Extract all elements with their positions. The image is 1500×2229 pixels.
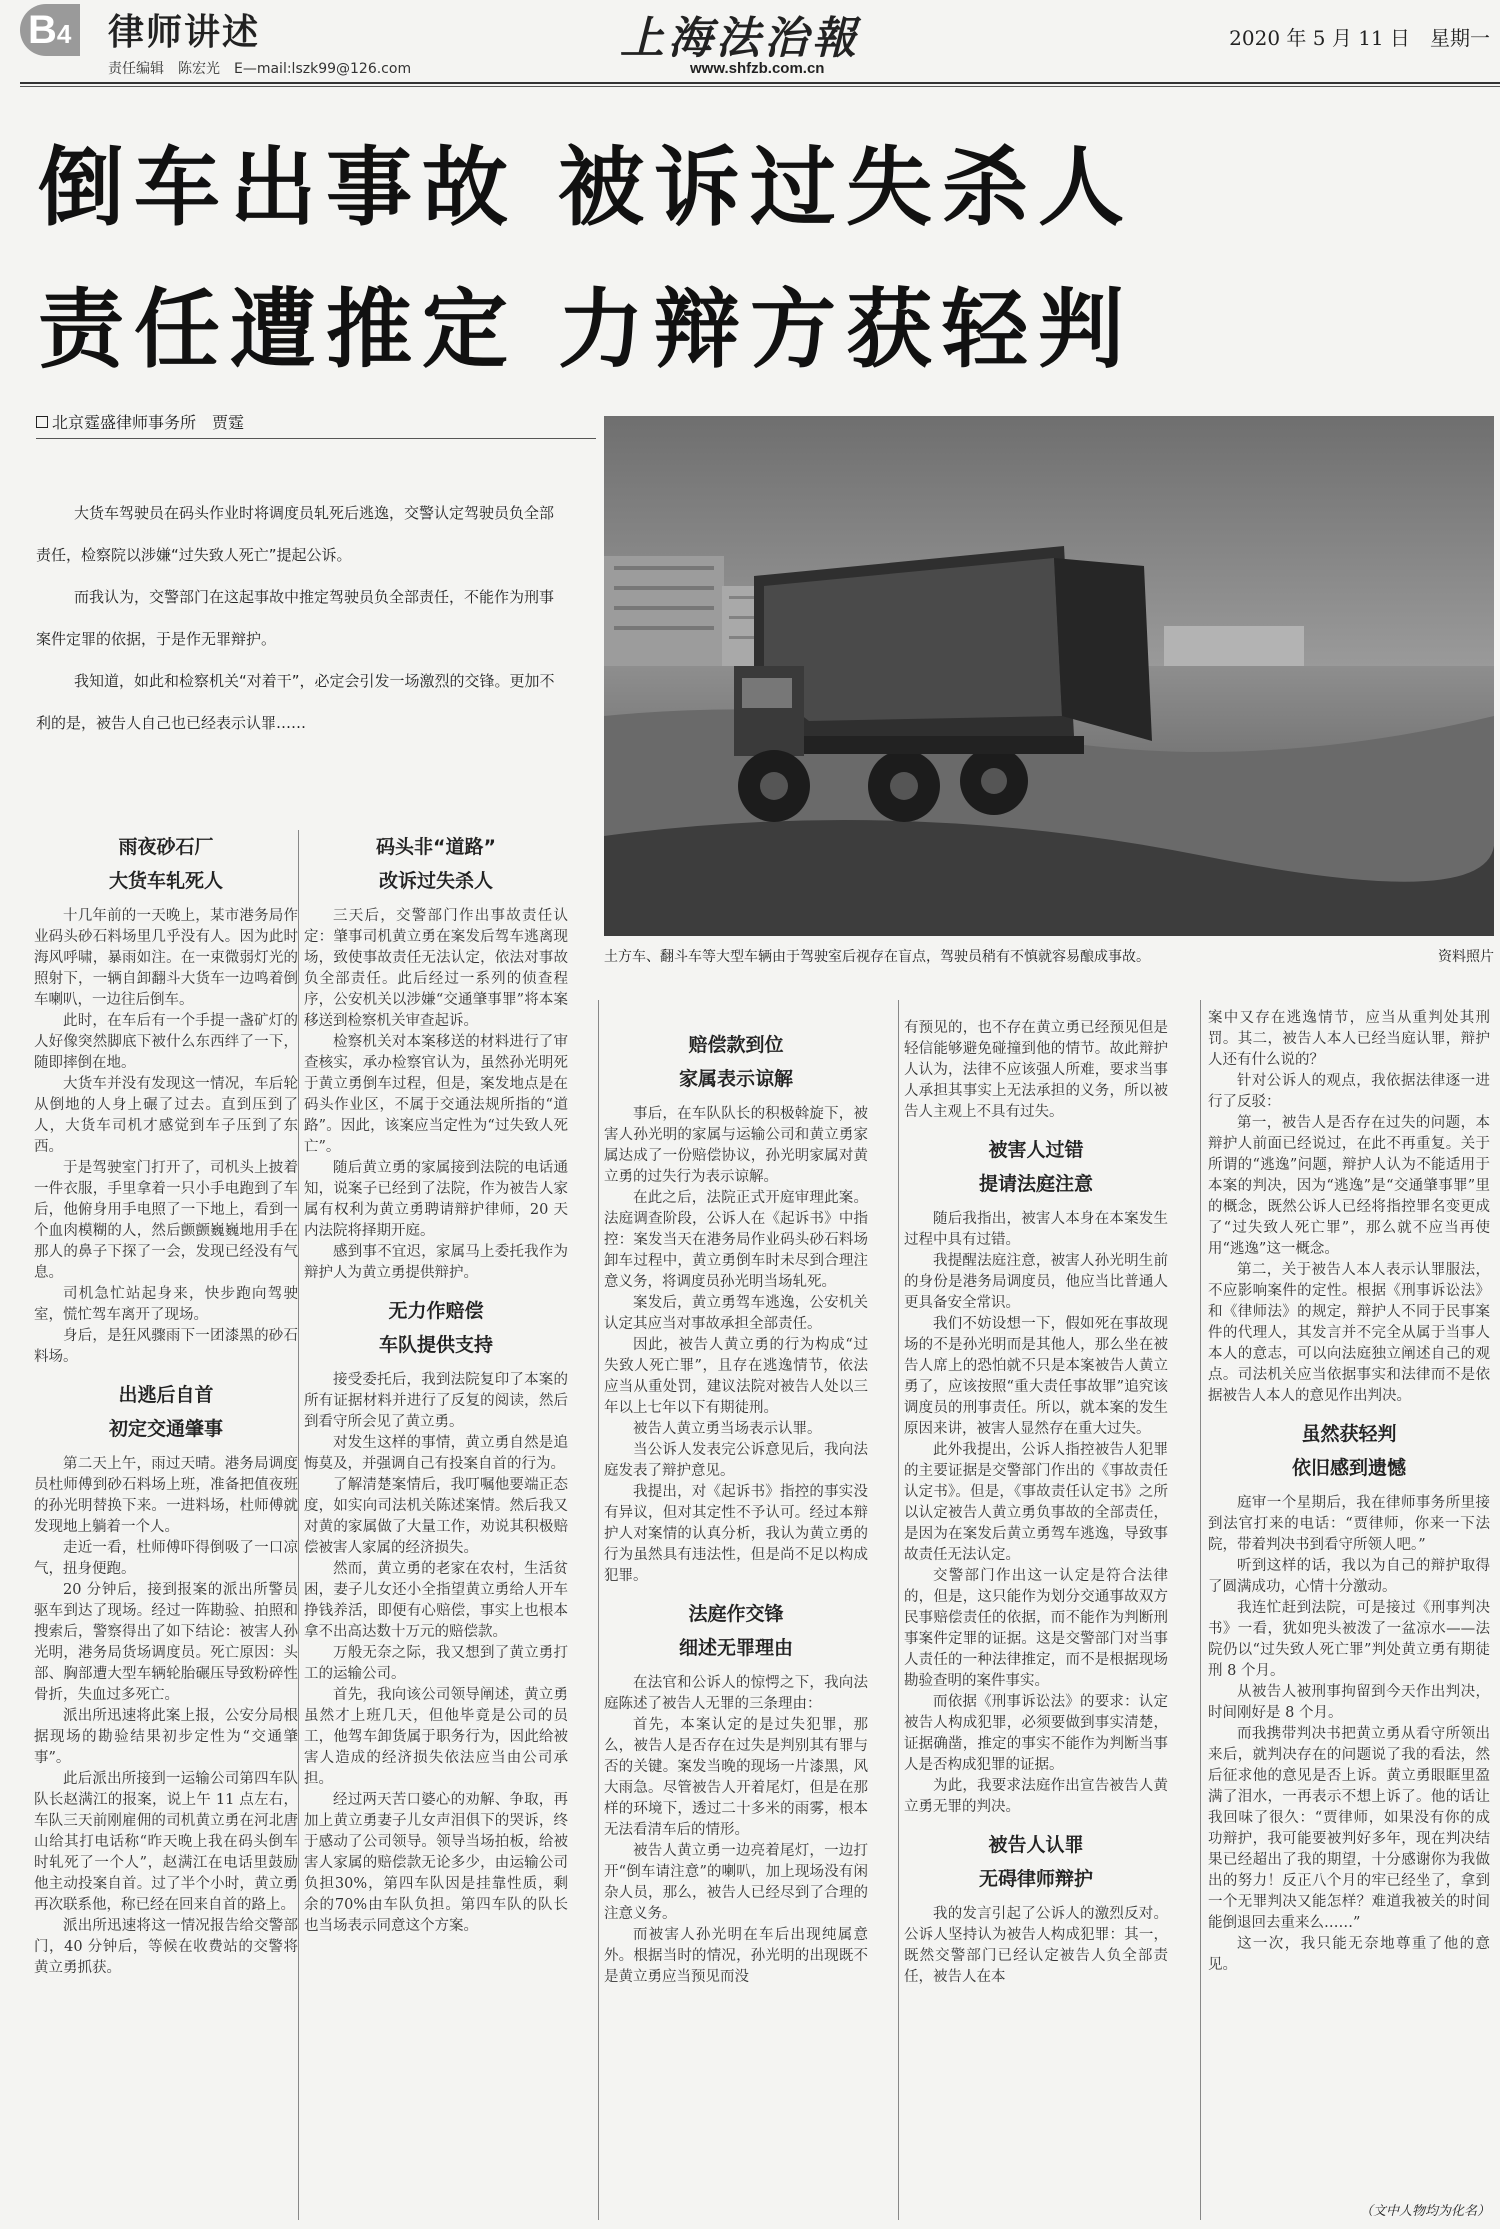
subheading-line: 出逃后自首 bbox=[118, 1384, 214, 1406]
subheading-line: 虽然获轻判 bbox=[1301, 1423, 1397, 1445]
byline-rule bbox=[36, 438, 596, 439]
paragraph: 三天后，交警部门作出事故责任认定：肇事司机黄立勇在案发后驾车逃离现场，致使事故责任无法认定，依法对事故负全部责任。此后经过一系列的侦查程序，公安机关以涉嫌“交通肇事罪”将本案移送到检察机关审查起诉。 bbox=[304, 908, 568, 1029]
subheading-line: 提请法庭注意 bbox=[978, 1173, 1093, 1195]
lead-paragraph: 而我认为，交警部门在这起事故中推定驾驶员负全部责任，不能作为刑事案件定罪的依据，于是作无罪辩护。 bbox=[36, 588, 555, 648]
subheading-line: 被告人认罪 bbox=[988, 1834, 1084, 1856]
paragraph: 案中又存在逃逸情节，应当从重判处其刑罚。其二，被告人本人已经当庭认罪，辩护人还有什么说的？ bbox=[1208, 1010, 1490, 1068]
paragraph: 针对公诉人的观点，我依据法律逐一进行了反驳： bbox=[1208, 1073, 1490, 1110]
paragraph: 感到事不宜迟，家属马上委托我作为辩护人为黄立勇提供辩护。 bbox=[304, 1244, 568, 1281]
website-link[interactable]: www.shfzb.com.cn bbox=[690, 60, 825, 77]
truck-photo-image bbox=[604, 416, 1494, 936]
lead-paragraph: 大货车驾驶员在码头作业时将调度员轧死后逃逸，交警认定驾驶员负全部责任，检察院以涉嫌“过失致人死亡”提起公诉。 bbox=[36, 504, 555, 564]
paragraph: 我提醒法庭注意，被害人孙光明生前的身份是港务局调度员，他应当比普通人更具备安全常识。 bbox=[904, 1253, 1168, 1311]
subheading-line: 码头非“道路” bbox=[376, 836, 496, 858]
paragraph: 大货车并没有发现这一情况，车后轮从倒地的人身上碾了过去。直到压到了人，大货车司机才感觉到车子压到了东西。 bbox=[34, 1076, 298, 1155]
paragraph: 庭审一个星期后，我在律师事务所里接到法官打来的电话：“贾律师，你来一下法院，带着判决书到看守所领人吧。” bbox=[1208, 1495, 1490, 1553]
paragraph: 而依据《刑事诉讼法》的要求：认定被告人构成犯罪，必须要做到事实清楚，证据确凿，推定的事实不能作为判断当事人是否构成犯罪的证据。 bbox=[904, 1694, 1168, 1773]
subheading bbox=[34, 830, 298, 898]
paragraph: 派出所迅速将此案上报，公安分局根据现场的勘验结果初步定性为“交通肇事”。 bbox=[34, 1708, 298, 1766]
paragraph: 当公诉人发表完公诉意见后，我向法庭发表了辩护意见。 bbox=[604, 1442, 868, 1479]
names-changed-note: （文中人物均为化名） bbox=[1359, 2204, 1490, 2219]
byline bbox=[36, 410, 244, 433]
subheading-line: 初定交通肇事 bbox=[108, 1418, 223, 1440]
subheading-line: 车队提供支持 bbox=[378, 1334, 493, 1356]
paragraph: 被告人黄立勇一边亮着尾灯，一边打开“倒车请注意”的喇叭，加上现场没有闲杂人员，那么，被告人已经尽到了合理的注意义务。 bbox=[604, 1843, 868, 1922]
badge-number: 4 bbox=[56, 19, 72, 49]
newspaper-masthead: 上海法治報 bbox=[620, 13, 860, 64]
paragraph: 了解清楚案情后，我叮嘱他要端正态度，如实向司法机关陈述案情。然后我又对黄的家属做了大量工作，劝说其积极赔偿被害人家属的经济损失。 bbox=[304, 1477, 568, 1556]
photo-caption bbox=[604, 946, 1494, 966]
subheading-line: 家属表示谅解 bbox=[678, 1068, 793, 1090]
paragraph: 而被害人孙光明在车后出现纯属意外。根据当时的情况，孙光明的出现既不是黄立勇应当预见而没 bbox=[604, 1927, 868, 1985]
paragraph: 从被告人被刑事拘留到今天作出判决，时间刚好是 8 个月。 bbox=[1208, 1684, 1490, 1721]
paragraph: 身后，是狂风骤雨下一团漆黑的砂石料场。 bbox=[34, 1328, 298, 1365]
lead-paragraph: 我知道，如此和检察机关“对着干”，必定会引发一场激烈的交锋。更加不利的是，被告人自己也已经表示认罪…… bbox=[36, 672, 555, 732]
paragraph: 我们不妨设想一下，假如死在事故现场的不是孙光明而是其他人，那么坐在被告人席上的恐怕就不只是本案被告人黄立勇了，应该按照“重大责任事故罪”追究该调度员的刑事责任。所以，就本案的发生原因来讲，被害人显然存在重大过失。 bbox=[904, 1316, 1168, 1437]
paragraph: 交警部门作出这一认定是符合法律的，但是，这只能作为划分交通事故双方民事赔偿责任的依据，而不能作为判断刑事案件定罪的证据。这是交警部门对当事人责任的一种法律推定，而不是根据现场勘验查明的案件事实。 bbox=[904, 1568, 1168, 1689]
headline-line-1: 倒车出事故 被诉过失杀人 bbox=[38, 138, 1134, 238]
subheading-line: 被害人过错 bbox=[988, 1139, 1084, 1161]
page-number-badge bbox=[20, 4, 80, 56]
column-divider bbox=[898, 1000, 899, 2220]
editor-line: 责任编辑 陈宏光 E—mail:lszk99@126.com bbox=[108, 61, 412, 77]
subheading-line: 细述无罪理由 bbox=[678, 1637, 793, 1659]
lead-paragraphs bbox=[36, 492, 556, 744]
paragraph: 因此，被告人黄立勇的行为构成“过失致人死亡罪”，且存在逃逸情节，依法应当从重处罚，建议法院对被告人处以三年以上七年以下有期徒刑。 bbox=[604, 1337, 868, 1416]
paragraph: 听到这样的话，我以为自己的辩护取得了圆满成功，心情十分激动。 bbox=[1208, 1558, 1490, 1595]
paragraph: 于是驾驶室门打开了，司机头上披着一件衣服，手里拿着一只小手电跑到了车后，他俯身用手电照了一下地上，看到一个血肉模糊的人，然后颤颤巍巍地用手在那人的鼻子下探了一会，发现已经没有气息。 bbox=[34, 1160, 298, 1281]
issue-date: 2020 年 5 月 11 日 星期一 bbox=[1229, 26, 1490, 50]
paragraph: 此时，在车后有一个手提一盏矿灯的人好像突然脚底下被什么东西绊了一下，随即摔倒在地。 bbox=[34, 1013, 298, 1071]
subheading-line: 依旧感到遗憾 bbox=[1291, 1457, 1406, 1479]
paragraph: 第二，关于被告人本人表示认罪服法，不应影响案件的定性。根据《刑事诉讼法》和《律师法》的规定，辩护人不同于民事案件的代理人，其发言并不完全从属于当事人本人的意志，可以向法庭独立阐述自己的观点。司法机关应当依据事实和法律而不是依据被告人本人的意见作出判决。 bbox=[1208, 1262, 1490, 1404]
byline-text: 北京霆盛律师事务所 贾霆 bbox=[52, 413, 245, 432]
subheading bbox=[904, 1133, 1168, 1201]
paragraph: 案发后，黄立勇驾车逃逸，公安机关认定其应当对事故承担全部责任。 bbox=[604, 1295, 868, 1332]
paragraph: 此后派出所接到一运输公司第四车队队长赵满江的报案，说上午 11 点左右，车队三天前刚雇佣的司机黄立勇在河北唐山给其打电话称“昨天晚上我在码头倒车时轧死了一个人”，赵满江在电话里鼓励他主动投案自首。过了半个小时，黄立勇再次联系他，称已经在回来自首的路上。 bbox=[34, 1771, 298, 1913]
article-column-3 bbox=[604, 1018, 868, 1988]
dump-truck-photo bbox=[604, 416, 1494, 936]
paragraph: 被告人黄立勇当场表示认罪。 bbox=[633, 1421, 822, 1437]
subheading-line: 赔偿款到位 bbox=[688, 1034, 784, 1056]
paragraph: 派出所迅速将这一情况报告给交警部门，40 分钟后，等候在收费站的交警将黄立勇抓获。 bbox=[34, 1918, 298, 1976]
article-column-2 bbox=[304, 820, 568, 1937]
column-divider bbox=[598, 1000, 599, 2220]
paragraph: 此外我提出，公诉人指控被告人犯罪的主要证据是交警部门作出的《事故责任认定书》。但是，《事故责任认定书》之所以认定被告人黄立勇负事故的全部责任，是因为在案发后黄立勇驾车逃逸，导致事故责任无法认定。 bbox=[904, 1442, 1168, 1563]
paragraph: 接受委托后，我到法院复印了本案的所有证据材料并进行了反复的阅读，然后到看守所会见了黄立勇。 bbox=[304, 1372, 568, 1430]
subheading bbox=[904, 1828, 1168, 1896]
subheading-line: 法庭作交锋 bbox=[688, 1603, 784, 1625]
paragraph: 司机急忙站起身来，快步跑向驾驶室，慌忙驾车离开了现场。 bbox=[34, 1286, 298, 1323]
paragraph: 十几年前的一天晚上，某市港务局作业码头砂石料场里几乎没有人。因为此时海风呼啸，暴雨如注。在一束微弱灯光的照射下，一辆自卸翻斗大货车一边鸣着倒车喇叭，一边往后倒车。 bbox=[34, 908, 298, 1008]
paragraph: 第一，被告人是否存在过失的问题，本辩护人前面已经说过，在此不再重复。关于所谓的“逃逸”问题，辩护人认为不能适用于本案的判决，因为“逃逸”是“交通肇事罪”里的概念，既然公诉人已经将指控罪名变更成了“过失致人死亡罪”，那么就不应当再使用“逃逸”这一概念。 bbox=[1208, 1115, 1490, 1257]
subheading bbox=[34, 1378, 298, 1446]
paragraph: 事后，在车队队长的积极斡旋下，被害人孙光明的家属与运输公司和黄立勇家属达成了一份赔偿协议，孙光明家属对黄立勇的过失行为表示谅解。 bbox=[604, 1106, 868, 1185]
paragraph: 我连忙赶到法院，可是接过《刑事判决书》一看，犹如兜头被泼了一盆凉水——法院仍以“过失致人死亡罪”判处黄立勇有期徒刑 8 个月。 bbox=[1208, 1600, 1490, 1679]
paragraph: 万般无奈之际，我又想到了黄立勇打工的运输公司。 bbox=[304, 1645, 568, 1682]
paragraph: 走近一看，杜师傅吓得倒吸了一口凉气，扭身便跑。 bbox=[34, 1540, 298, 1577]
paragraph: 20 分钟后，接到报案的派出所警员驱车到达了现场。经过一阵勘验、拍照和搜索后，警察得出了如下结论：被害人孙光明，港务局货场调度员。死亡原因：头部、胸部遭大型车辆轮胎碾压导致粉碎性骨折，失血过多死亡。 bbox=[34, 1582, 298, 1703]
subheading bbox=[304, 830, 568, 898]
badge-letter: B bbox=[28, 8, 57, 52]
paragraph: 在此之后，法院正式开庭审理此案。法庭调查阶段，公诉人在《起诉书》中指控：案发当天在港务局作业码头砂石料场卸车过程中，黄立勇倒车时未尽到合理注意义务，将调度员孙光明当场轧死。 bbox=[604, 1190, 868, 1290]
paragraph: 随后黄立勇的家属接到法院的电话通知，说案子已经到了法院，作为被告人家属有权利为黄立勇聘请辩护律师，20 天内法院将择期开庭。 bbox=[304, 1160, 568, 1239]
paragraph: 而我携带判决书把黄立勇从看守所领出来后，就判决存在的问题说了我的看法，然后征求他的意见是否上诉。黄立勇眼眶里盈满了泪水，一再表示不想上诉了。他的话让我回味了很久：“贾律师，如果没有你的成功辩护，我可能要被判好多年，现在判决结果已经超出了我的期望，十分感谢你为我做出的努力！反正八个月的牢已经坐了，拿到一个无罪判决又能怎样？难道我被关的时间能倒退回去重来么……” bbox=[1208, 1726, 1490, 1931]
subheading-line: 大货车轧死人 bbox=[108, 870, 223, 892]
column-divider bbox=[1200, 1000, 1201, 2220]
article-column-5 bbox=[1208, 1008, 1490, 1976]
paragraph: 这一次，我只能无奈地尊重了他的意见。 bbox=[1208, 1936, 1490, 1973]
paragraph: 然而，黄立勇的老家在农村，生活贫困，妻子儿女还小全指望黄立勇给人开车挣钱养活，即便有心赔偿，事实上也根本拿不出高达数十万元的赔偿款。 bbox=[304, 1561, 568, 1640]
subheading bbox=[604, 1597, 868, 1665]
header-rule bbox=[20, 82, 1500, 84]
byline-box-icon bbox=[36, 416, 48, 428]
subheading-line: 改诉过失杀人 bbox=[378, 870, 493, 892]
subheading bbox=[604, 1028, 868, 1096]
paragraph: 对发生这样的事情，黄立勇自然是追悔莫及，并强调自己有投案自首的行为。 bbox=[304, 1435, 568, 1472]
subheading-line: 无碍律师辩护 bbox=[978, 1868, 1093, 1890]
paragraph: 我的发言引起了公诉人的激烈反对。公诉人坚持认为被告人构成犯罪：其一，既然交警部门已经认定被告人负全部责任，被告人在本 bbox=[904, 1906, 1168, 1985]
header-rule-thin bbox=[20, 86, 1500, 87]
paragraph: 首先，本案认定的是过失犯罪，那么，被告人是否存在过失是判别其有罪与否的关键。案发当晚的现场一片漆黑，风大雨急。尽管被告人开着尾灯，但是在那样的环境下，透过二十多米的雨雾，根本无法看清车后的情形。 bbox=[604, 1717, 868, 1838]
paragraph: 有预见的，也不存在黄立勇已经预见但是轻信能够避免碰撞到他的情节。故此辩护人认为，法律不应该强人所难，要求当事人承担其事实上无法承担的义务，所以被告人主观上不具有过失。 bbox=[904, 1020, 1168, 1120]
page-header bbox=[0, 0, 1500, 82]
subheading-line: 雨夜砂石厂 bbox=[118, 836, 214, 858]
subheading bbox=[304, 1294, 568, 1362]
paragraph: 在法官和公诉人的惊愕之下，我向法庭陈述了被告人无罪的三条理由： bbox=[604, 1675, 868, 1712]
paragraph: 首先，我向该公司领导阐述，黄立勇虽然才上班几天，但他毕竟是公司的员工，他驾车卸货属于职务行为，因此给被害人造成的经济损失依法应当由公司承担。 bbox=[304, 1687, 568, 1787]
column-divider bbox=[298, 830, 299, 2220]
caption-text: 土方车、翻斗车等大型车辆由于驾驶室后视存在盲点，驾驶员稍有不慎就容易酿成事故。 bbox=[604, 949, 1150, 965]
paragraph: 随后我指出，被害人本身在本案发生过程中具有过错。 bbox=[904, 1211, 1168, 1248]
paragraph: 第二天上午，雨过天晴。港务局调度员杜师傅到砂石料场上班，准备把值夜班的孙光明替换下来。一进料场，杜师傅就发现地上躺着一个人。 bbox=[34, 1456, 298, 1535]
article-column-4 bbox=[904, 1018, 1168, 1988]
subheading bbox=[1208, 1417, 1490, 1485]
paragraph: 为此，我要求法庭作出宣告被告人黄立勇无罪的判决。 bbox=[904, 1778, 1168, 1815]
article-column-1 bbox=[34, 820, 298, 1979]
photo-credit: 资料照片 bbox=[1438, 949, 1494, 965]
paragraph: 经过两天苦口婆心的劝解、争取，再加上黄立勇妻子儿女声泪俱下的哭诉，终于感动了公司领导。领导当场拍板，给被害人家属的赔偿款无论多少，由运输公司负担30%，第四车队因是挂靠性质，剩余的70%由车队负担。第四车队的队长也当场表示同意这个方案。 bbox=[304, 1792, 568, 1934]
headline-line-2: 责任遭推定 力辩方获轻判 bbox=[38, 280, 1134, 380]
section-title: 律师讲述 bbox=[108, 12, 261, 53]
subheading-line: 无力作赔偿 bbox=[388, 1300, 484, 1322]
paragraph: 我提出，对《起诉书》指控的事实没有异议，但对其定性不予认可。经过本辩护人对案情的认真分析，我认为黄立勇的行为虽然具有违法性，但是尚不足以构成犯罪。 bbox=[604, 1484, 868, 1584]
paragraph: 检察机关对本案移送的材料进行了审查核实，承办检察官认为，虽然孙光明死于黄立勇倒车过程，但是，案发地点是在码头作业区，不属于交通法规所指的“道路”。因此，该案应当定性为“过失致人死亡”。 bbox=[304, 1034, 568, 1155]
